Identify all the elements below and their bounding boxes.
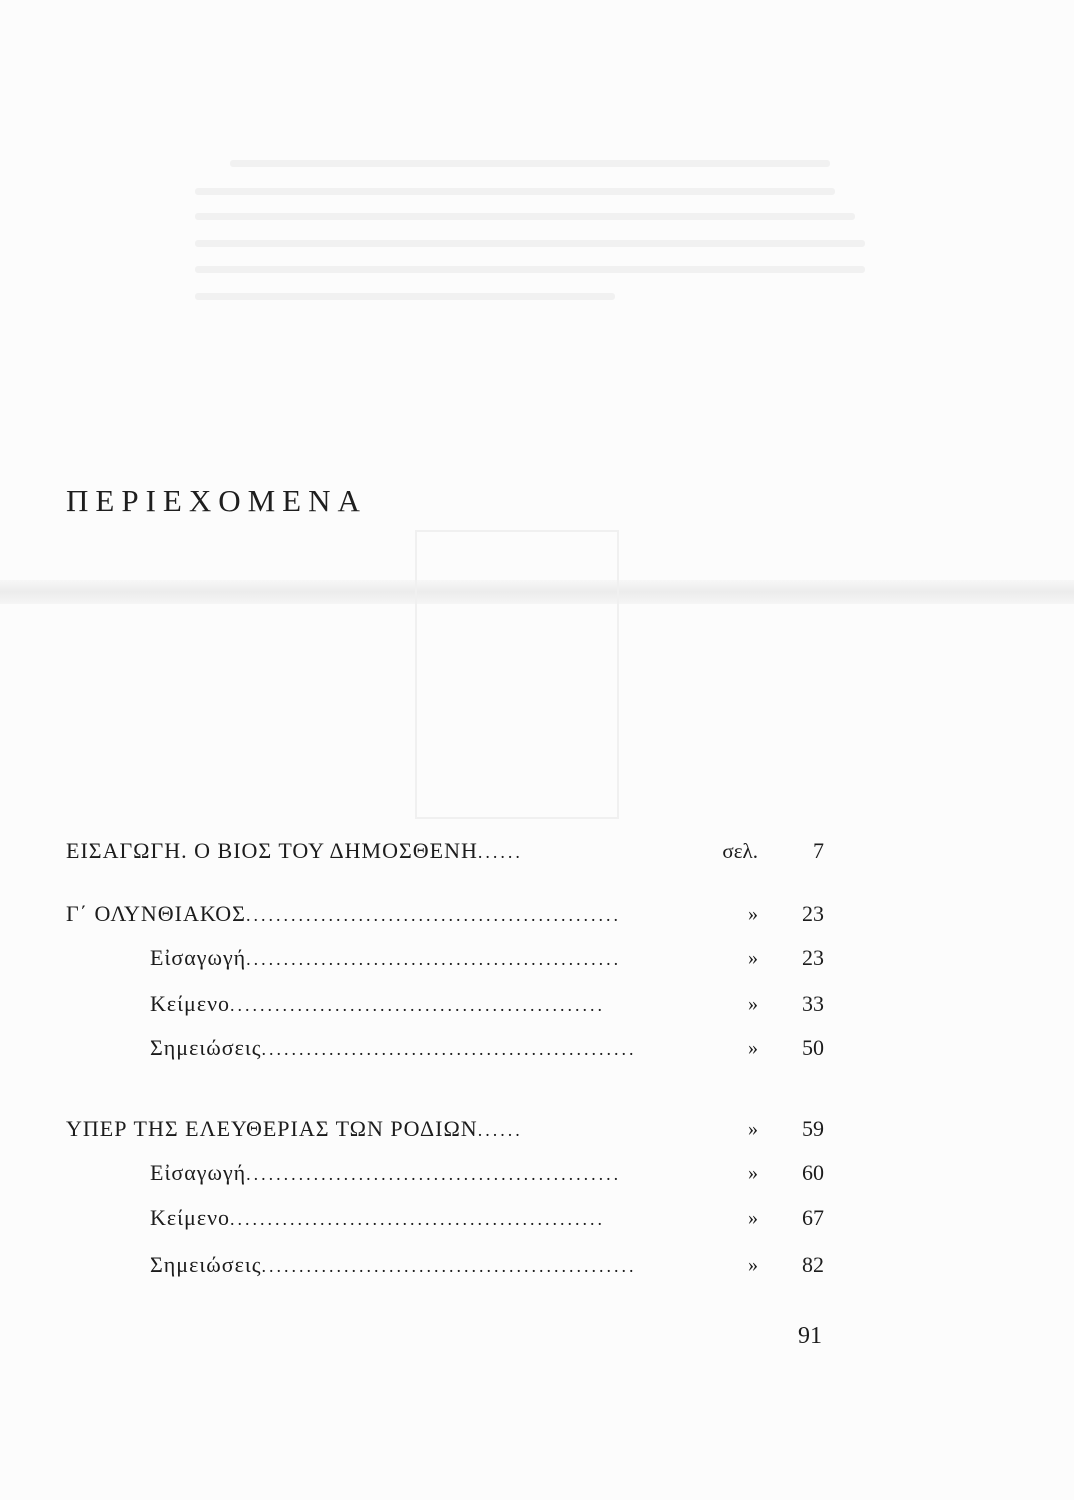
- leader-dots: ......: [477, 1120, 523, 1140]
- leader-dots: ..................................................: [230, 995, 606, 1015]
- leader-dots: ..................................................: [230, 1209, 606, 1229]
- toc-page-number: 50: [802, 1035, 824, 1060]
- toc-page-number: 67: [802, 1205, 824, 1230]
- toc-entry-title: [150, 943, 670, 974]
- toc-entry-label: Κείμενο: [150, 991, 231, 1016]
- toc-entry-title: [150, 1033, 670, 1064]
- toc-entry-title: [66, 899, 670, 930]
- bleed-through-line: [195, 293, 615, 300]
- bleed-through-line: [195, 213, 855, 220]
- toc-entry: [0, 1203, 1074, 1233]
- toc-entry-title: [150, 989, 670, 1020]
- page-title: ΠΕΡΙΕΧΟΜΕΝΑ: [66, 483, 367, 518]
- leader-dots: ..................................................: [245, 905, 621, 925]
- toc-page-marker: »: [748, 1162, 758, 1184]
- toc-page-number: 23: [802, 945, 824, 970]
- toc-entry-title: [150, 1203, 670, 1234]
- toc-page-marker: »: [748, 903, 758, 925]
- toc-page-number: 82: [802, 1252, 824, 1277]
- toc-entry-label: Κείμενο: [150, 1205, 231, 1230]
- toc-entry-title: [150, 1250, 670, 1281]
- toc-entry: [0, 1114, 1074, 1144]
- toc-entry: [0, 1033, 1074, 1063]
- toc-entry-label: Σημειώσεις: [150, 1035, 262, 1060]
- toc-page-number: 33: [802, 991, 824, 1016]
- toc-entry: [0, 943, 1074, 973]
- toc-page-marker: »: [748, 1254, 758, 1276]
- toc-page-number: 23: [802, 901, 824, 926]
- leader-dots: ......: [477, 842, 523, 862]
- bleed-through-frame: [415, 530, 619, 819]
- toc-entry: [0, 1250, 1074, 1280]
- toc-page-number: 60: [802, 1160, 824, 1185]
- leader-dots: ..................................................: [261, 1256, 637, 1276]
- toc-entry: [0, 899, 1074, 929]
- bleed-through-line: [195, 266, 865, 273]
- leader-dots: ..................................................: [246, 1164, 622, 1184]
- toc-entry: [0, 1158, 1074, 1188]
- bleed-through-line: [195, 188, 835, 195]
- toc-entry-label: ΕΙΣΑΓΩΓΗ. Ο ΒΙΟΣ ΤΟΥ ΔΗΜΟΣΘΕΝΗ: [66, 838, 478, 863]
- toc-entry: [0, 989, 1074, 1019]
- toc-page-marker: »: [748, 993, 758, 1015]
- page-number: 91: [798, 1323, 822, 1349]
- toc-entry-label: Εἰσαγωγή: [150, 945, 247, 970]
- toc-page-marker: »: [748, 1207, 758, 1229]
- toc-page-number: 7: [813, 838, 824, 863]
- bleed-through-line: [195, 240, 865, 247]
- toc-page-marker: σελ.: [722, 839, 758, 863]
- toc-entry-label: ΥΠΕΡ ΤΗΣ ΕΛΕΥΘΕΡΙΑΣ ΤΩΝ ΡΟΔΙΩΝ: [66, 1116, 478, 1141]
- leader-dots: ..................................................: [261, 1039, 637, 1059]
- toc-page-marker: »: [748, 1118, 758, 1140]
- toc-entry-label: Σημειώσεις: [150, 1252, 262, 1277]
- toc-entry-title: [66, 1114, 670, 1145]
- toc-entry-label: Εἰσαγωγή: [150, 1160, 247, 1185]
- toc-page-marker: »: [748, 1037, 758, 1059]
- toc-entry-title: [150, 1158, 670, 1189]
- toc-entry-label: Γ΄ ΟΛΥΝΘΙΑΚΟΣ: [66, 901, 246, 926]
- leader-dots: ..................................................: [246, 949, 622, 969]
- toc-page-marker: »: [748, 947, 758, 969]
- toc-entry: [0, 836, 1074, 866]
- bleed-through-line: [230, 160, 830, 167]
- toc-page-number: 59: [802, 1116, 824, 1141]
- toc-entry-title: [66, 836, 670, 867]
